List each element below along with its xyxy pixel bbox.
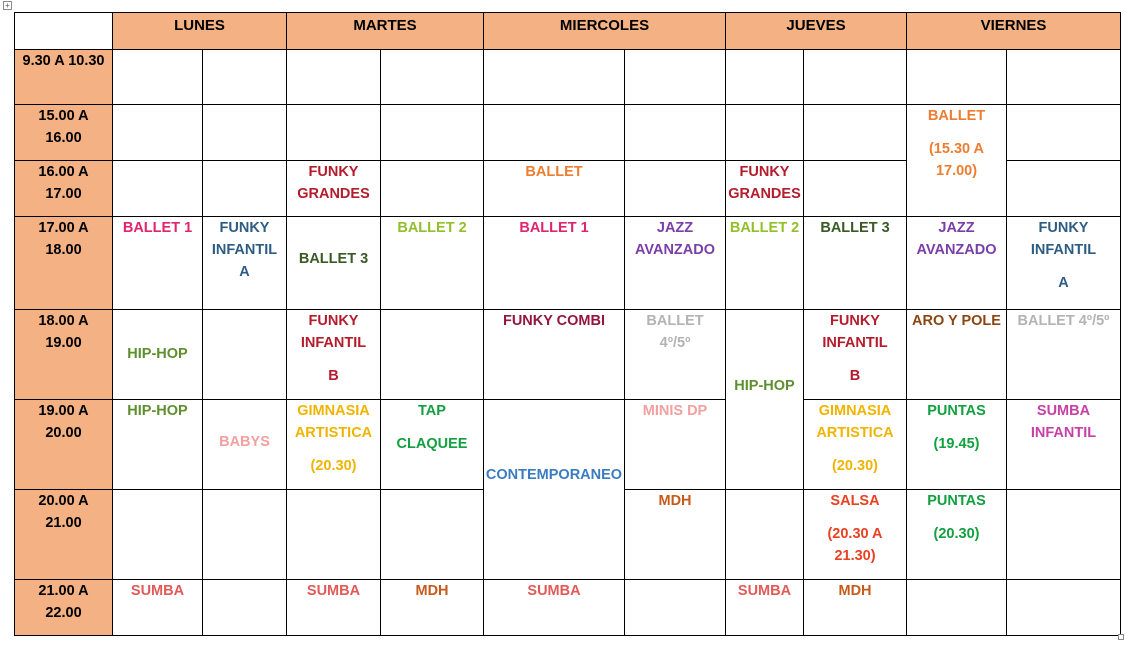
empty-cell	[287, 105, 381, 161]
class-cell-martes-mdh: MDH	[381, 580, 484, 636]
time-label: 19.00 A 20.00	[15, 400, 113, 490]
day-header-viernes: VIERNES	[907, 13, 1121, 50]
class-cell-lunes-hiphop: HIP-HOP	[113, 310, 203, 400]
empty-cell	[203, 50, 287, 105]
class-cell-miercoles-ballet-1: BALLET 1	[484, 217, 625, 310]
time-row	[15, 105, 1121, 161]
class-cell-miercoles-minis-dp: MINIS DP	[625, 400, 726, 490]
empty-cell	[381, 310, 484, 400]
empty-cell	[907, 50, 1007, 105]
empty-cell	[113, 105, 203, 161]
corner-cell	[15, 13, 113, 50]
time-label: 21.00 A 22.00	[15, 580, 113, 636]
empty-cell	[381, 161, 484, 217]
empty-cell	[381, 105, 484, 161]
class-cell-jueves-salsa: SALSA (20.30 A 21.30)	[804, 490, 907, 580]
empty-cell	[203, 580, 287, 636]
time-row	[15, 50, 1121, 105]
class-cell-lunes-sumba: SUMBA	[113, 580, 203, 636]
class-cell-jueves-hiphop: HIP-HOP	[726, 310, 804, 490]
empty-cell	[287, 490, 381, 580]
class-cell-jueves-ballet-2: BALLET 2	[726, 217, 804, 310]
empty-cell	[804, 161, 907, 217]
empty-cell	[1007, 490, 1121, 580]
class-cell-martes-funky-infantil-b: FUNKY INFANTIL B	[287, 310, 381, 400]
empty-cell	[484, 105, 625, 161]
class-cell-jueves-mdh: MDH	[804, 580, 907, 636]
class-cell-viernes-sumba-infantil: SUMBA INFANTIL	[1007, 400, 1121, 490]
class-cell-miercoles-ballet-45: BALLET 4º/5º	[625, 310, 726, 400]
class-cell-martes-gimnasia: GIMNASIA ARTISTICA (20.30)	[287, 400, 381, 490]
empty-cell	[1007, 580, 1121, 636]
empty-cell	[625, 105, 726, 161]
time-label: 18.00 A 19.00	[15, 310, 113, 400]
time-row	[15, 400, 1121, 490]
class-cell-jueves-funky-infantil-b: FUNKY INFANTIL B	[804, 310, 907, 400]
class-cell-miercoles-funky-combi: FUNKY COMBI	[484, 310, 625, 400]
empty-cell	[1007, 105, 1121, 161]
empty-cell	[287, 50, 381, 105]
time-label: 15.00 A 16.00	[15, 105, 113, 161]
class-cell-lunes-hiphop: HIP-HOP	[113, 400, 203, 490]
class-cell-viernes-ballet-45: BALLET 4º/5º	[1007, 310, 1121, 400]
empty-cell	[1007, 161, 1121, 217]
empty-cell	[203, 105, 287, 161]
class-cell-martes-funky-grandes: FUNKY GRANDES	[287, 161, 381, 217]
class-cell-martes-ballet-3: BALLET 3	[287, 217, 381, 310]
table-resize-handle[interactable]	[1118, 634, 1124, 640]
day-header-martes: MARTES	[287, 13, 484, 50]
empty-cell	[625, 161, 726, 217]
time-row	[15, 217, 1121, 310]
class-cell-viernes-aro-pole: ARO Y POLE	[907, 310, 1007, 400]
empty-cell	[484, 50, 625, 105]
time-label: 20.00 A 21.00	[15, 490, 113, 580]
empty-cell	[203, 161, 287, 217]
schedule-table	[14, 12, 1121, 636]
class-cell-martes-tap: TAP CLAQUEE	[381, 400, 484, 490]
empty-cell	[804, 50, 907, 105]
class-cell-viernes-jazz-avanzado: JAZZ AVANZADO	[907, 217, 1007, 310]
class-cell-lunes-funky-infantil-a: FUNKY INFANTIL A	[203, 217, 287, 310]
empty-cell	[381, 490, 484, 580]
class-cell-jueves-sumba: SUMBA	[726, 580, 804, 636]
class-cell-viernes-puntas: PUNTAS (20.30)	[907, 490, 1007, 580]
empty-cell	[726, 105, 804, 161]
empty-cell	[1007, 50, 1121, 105]
empty-cell	[625, 580, 726, 636]
time-label: 16.00 A 17.00	[15, 161, 113, 217]
class-cell-martes-ballet-2: BALLET 2	[381, 217, 484, 310]
empty-cell	[113, 50, 203, 105]
class-cell-viernes-ballet: BALLET (15.30 A 17.00)	[907, 105, 1007, 217]
class-cell-miercoles-sumba: SUMBA	[484, 580, 625, 636]
empty-cell	[113, 490, 203, 580]
class-cell-martes-sumba: SUMBA	[287, 580, 381, 636]
time-row	[15, 310, 1121, 400]
class-cell-jueves-funky-grandes: FUNKY GRANDES	[726, 161, 804, 217]
time-row	[15, 580, 1121, 636]
class-cell-lunes-ballet-1: BALLET 1	[113, 217, 203, 310]
table-move-handle-icon[interactable]: +	[3, 1, 12, 10]
class-cell-lunes-babys: BABYS	[203, 400, 287, 490]
class-cell-viernes-funky-infantil-a: FUNKY INFANTIL A	[1007, 217, 1121, 310]
day-header-miercoles: MIERCOLES	[484, 13, 726, 50]
class-cell-miercoles-contemporaneo: CONTEMPORANEO	[484, 400, 625, 580]
class-cell-jueves-ballet-3: BALLET 3	[804, 217, 907, 310]
class-cell-miercoles-mdh: MDH	[625, 490, 726, 580]
empty-cell	[203, 490, 287, 580]
empty-cell	[381, 50, 484, 105]
empty-cell	[726, 490, 804, 580]
class-cell-miercoles-jazz-avanzado: JAZZ AVANZADO	[625, 217, 726, 310]
empty-cell	[907, 580, 1007, 636]
time-label: 17.00 A 18.00	[15, 217, 113, 310]
empty-cell	[113, 161, 203, 217]
day-header-jueves: JUEVES	[726, 13, 907, 50]
empty-cell	[625, 50, 726, 105]
class-cell-jueves-gimnasia: GIMNASIA ARTISTICA (20.30)	[804, 400, 907, 490]
empty-cell	[804, 105, 907, 161]
class-cell-miercoles-ballet: BALLET	[484, 161, 625, 217]
time-label: 9.30 A 10.30	[15, 50, 113, 105]
day-header-lunes: LUNES	[113, 13, 287, 50]
class-cell-viernes-puntas: PUNTAS (19.45)	[907, 400, 1007, 490]
empty-cell	[726, 50, 804, 105]
empty-cell	[203, 310, 287, 400]
header-row	[15, 13, 1121, 50]
